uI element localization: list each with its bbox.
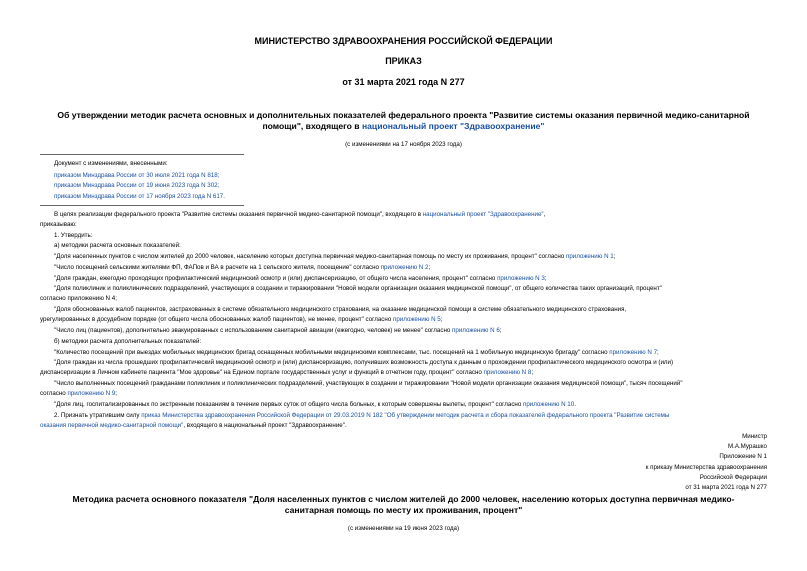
body-line: "Доля поликлиник и поликлинических подразделений, участвующих в создании и тиражировании "Новой модели организации оказания медицинской помощи", от общего количества таких организаций, процент" bbox=[54, 285, 662, 292]
appendix-title-line1: Методика расчета основного показателя "Доля населенных пунктов с числом жителей до 2000 человек, населению которых доступна первичная медико- bbox=[72, 494, 735, 504]
body-text: . bbox=[574, 401, 576, 408]
signer-role: Министр bbox=[742, 433, 767, 440]
doc-title-text: помощи", входящего в bbox=[262, 121, 362, 131]
body-text: , bbox=[543, 211, 546, 218]
body-text: ; bbox=[531, 369, 534, 376]
revision-note: (с изменениями на 17 ноября 2023 года) bbox=[345, 141, 462, 148]
body-line bbox=[40, 370, 533, 376]
ministry-title: МИНИСТЕРСТВО ЗДРАВООХРАНЕНИЯ РОССИЙСКОЙ ФЕДЕРАЦИИ bbox=[254, 36, 553, 46]
body-line bbox=[54, 328, 502, 334]
body-text: ; bbox=[613, 253, 616, 260]
body-line bbox=[54, 350, 659, 356]
doc-date-number: от 31 марта 2021 года N 277 bbox=[342, 77, 465, 87]
appendix-link-6[interactable]: приложению N 6 bbox=[452, 327, 500, 334]
appendix-ref: к приказу Министерства здравоохранения bbox=[645, 464, 767, 471]
body-text: , входящего в национальный проект "Здравоохранение". bbox=[183, 422, 347, 429]
body-line: "Число выполненных посещений гражданами поликлиник и поликлинических подразделений, участвующих в создании и тиражировании "Новой модели организации оказания медицинской помощи", тысяч посещений" bbox=[54, 380, 683, 387]
body-line bbox=[54, 212, 545, 218]
body-line: а) методики расчета основных показателей: bbox=[54, 242, 181, 249]
body-text: ; bbox=[544, 275, 547, 282]
appendix-title-line2: санитарная помощь по месту их проживания, процент" bbox=[284, 505, 523, 515]
divider bbox=[40, 205, 244, 206]
appendix-link-1[interactable]: приложению N 1 bbox=[565, 253, 614, 260]
appendix-ref: от 31 марта 2021 года N 277 bbox=[685, 484, 767, 491]
body-text: "Доля населенных пунктов с числом жителей до 2000 человек, населению которых доступна первичная медико-санитарная помощь по месту их проживания, процент" согласно bbox=[54, 253, 566, 260]
body-text: 2. Признать утратившим силу bbox=[54, 412, 142, 419]
doc-title-line2 bbox=[20, 121, 787, 131]
doc-type: ПРИКАЗ bbox=[385, 56, 422, 66]
body-line: 1. Утвердить: bbox=[54, 232, 93, 239]
appendix-link-7[interactable]: приложению N 7 bbox=[609, 349, 658, 356]
body-text: ; bbox=[115, 390, 117, 397]
body-line: "Доля граждан из числа прошедших профилактический медицинский осмотр и (или) диспансеризацию, получивших возможность доступа к данным о прохождении профилактического медицинского осмотра и (или) bbox=[54, 359, 674, 366]
appendix-revision: (с изменениями на 19 июня 2023 года) bbox=[347, 525, 460, 532]
body-line bbox=[40, 423, 347, 429]
appendix-link-9[interactable]: приложению N 9 bbox=[67, 390, 116, 397]
appendix-link-2[interactable]: приложению N 2 bbox=[380, 264, 429, 271]
body-text: "Доля лиц, госпитализированных по экстренным показаниям в течение первых суток от общего числа больных, к которым совершены вылеты, процент" согласно bbox=[54, 401, 523, 408]
body-text: "Число посещений сельскими жителями ФП, ФАПов и ВА в расчете на 1 сельского жителя, посещение" согласно bbox=[54, 264, 381, 271]
body-line bbox=[54, 413, 669, 419]
body-line: "Доля обоснованных жалоб пациентов, застрахованных в системе обязательного медицинского страхования, на оказание медицинской помощи в системе обязательного медицинского страхования, bbox=[54, 306, 627, 313]
body-text: ; bbox=[440, 316, 443, 323]
body-text: "Число лиц (пациентов), дополнительно эвакуированных с использованием санитарной авиации (ежегодно, человек) не менее" согласно bbox=[54, 327, 453, 334]
body-text: ; bbox=[428, 264, 431, 271]
body-text: "Количество посещений при выездах мобильных медицинских бригад оснащенных мобильными медицинскими комплексами, тыс. посещений на 1 мобильную медицинскую бригаду" согласно bbox=[54, 349, 610, 356]
change-link-2[interactable]: приказом Минздрава России от 19 июня 2023 года N 302; bbox=[54, 182, 220, 189]
body-line bbox=[54, 276, 547, 282]
body-text: ; bbox=[499, 327, 502, 334]
appendix-link-5[interactable]: приложению N 5 bbox=[392, 316, 441, 323]
body-line: согласно приложению N 4; bbox=[40, 295, 117, 302]
body-text: ; bbox=[657, 349, 659, 356]
appendix-link-3[interactable]: приложению N 3 bbox=[497, 275, 545, 282]
repealed-order-link[interactable]: приказ Министерства здравоохранения Российской Федерации от 29.03.2019 N 182 "Об утверждении методик расчета и сбора показателей федерального проекта "Развитие системы bbox=[141, 412, 670, 419]
body-text: В целях реализации федерального проекта "Развитие системы оказания первичной медико-санитарной помощи", входящего в bbox=[54, 211, 423, 218]
doc-title-line1: Об утверждении методик расчета основных и дополнительных показателей федерального проекта "Развитие системы оказания первичной медико-санитарной bbox=[57, 110, 750, 120]
body-line bbox=[40, 317, 442, 323]
change-link-1[interactable]: приказом Минздрава России от 30 июля 2021 года N 818; bbox=[54, 172, 220, 179]
body-line bbox=[54, 254, 615, 260]
appendix-link-8[interactable]: приложению N 8 bbox=[483, 369, 532, 376]
national-project-link[interactable]: национальный проект "Здравоохранение" bbox=[422, 211, 544, 218]
repealed-order-link[interactable]: оказания первичной медико-санитарной помощи" bbox=[40, 422, 184, 429]
body-line bbox=[40, 391, 117, 397]
appendix-link-10[interactable]: приложению N 10 bbox=[523, 401, 575, 408]
changes-intro: Документ с изменениями, внесенными: bbox=[54, 160, 168, 167]
body-line: приказываю: bbox=[40, 221, 77, 228]
body-line bbox=[54, 402, 576, 408]
body-text: урегулированных в досудебном порядке (от общего числа обоснованных жалоб пациентов), не менее, процент" согласно bbox=[40, 316, 393, 323]
body-text: диспансеризации в Личном кабинете пациента "Мое здоровье" на Едином портале государственных услуг и функций в отчетном году, процент" согласно bbox=[40, 369, 484, 376]
body-line bbox=[54, 265, 430, 271]
divider bbox=[40, 154, 244, 155]
body-text: согласно bbox=[40, 390, 68, 397]
signer-name: М.А.Мурашко bbox=[727, 443, 767, 450]
body-line: б) методики расчета дополнительных показателей: bbox=[54, 338, 202, 345]
change-link-3[interactable]: приказом Минздрава России от 17 ноября 2023 года N 617. bbox=[54, 193, 225, 200]
appendix-label: Приложение N 1 bbox=[719, 453, 767, 460]
appendix-ref: Российской Федерации bbox=[699, 474, 767, 481]
national-project-link[interactable]: национальный проект "Здравоохранение" bbox=[361, 121, 545, 131]
body-text: "Доля граждан, ежегодно проходящих профилактический медицинский осмотр и (или) диспансеризацию, от общего числа населения, процент" согласно bbox=[54, 275, 498, 282]
